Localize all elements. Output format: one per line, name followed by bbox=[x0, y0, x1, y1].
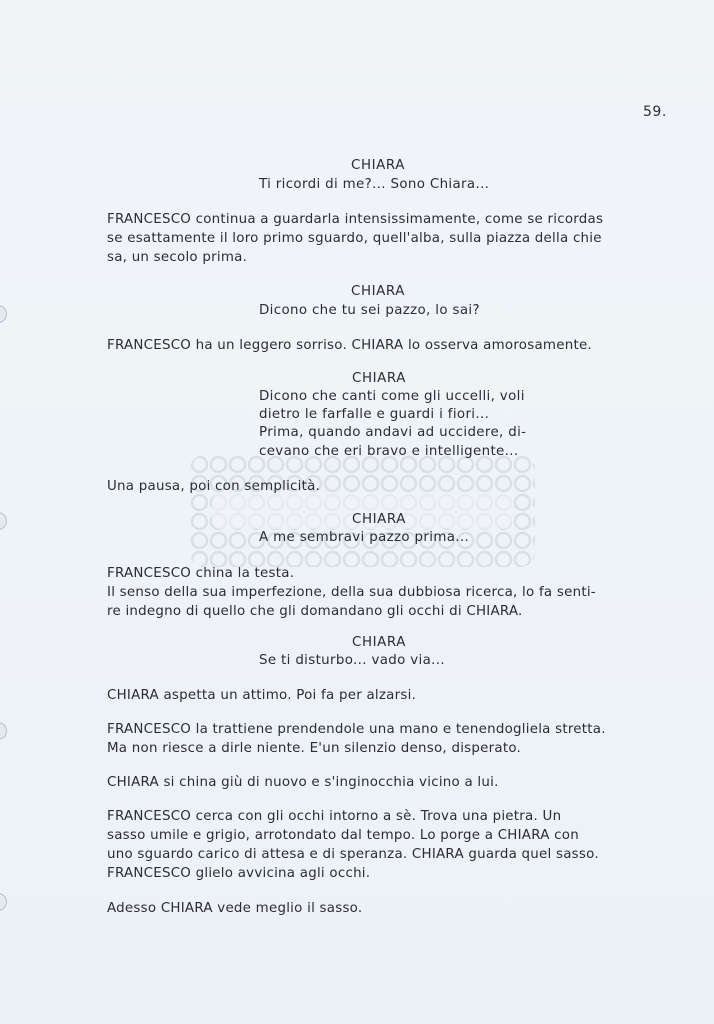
action-line: Ma non riesce a dirle niente. E'un silenzio denso, disperato. bbox=[107, 741, 522, 756]
action-line: Adesso CHIARA vede meglio il sasso. bbox=[107, 901, 363, 916]
speaker-name: CHIARA bbox=[352, 371, 407, 386]
action-paragraph bbox=[107, 336, 592, 355]
binder-hole bbox=[0, 512, 7, 530]
action-paragraph bbox=[107, 720, 606, 758]
speaker-name: CHIARA bbox=[352, 512, 407, 527]
dialogue-line: Dicono che tu sei pazzo, lo sai? bbox=[259, 303, 480, 318]
action-line: FRANCESCO glielo avvicina agli occhi. bbox=[107, 866, 371, 881]
action-paragraph bbox=[107, 564, 596, 621]
dialogue-line: dietro le farfalle e guardi i fiori... bbox=[259, 407, 490, 423]
action-line: Una pausa, poi con semplicità. bbox=[107, 479, 321, 494]
dialogue-line: Ti ricordi di me?... Sono Chiara... bbox=[259, 177, 490, 192]
dialogue-line: cevano che eri bravo e intelligente... bbox=[259, 443, 519, 459]
action-line: FRANCESCO continua a guardarla intensissimamente, come se ricordas bbox=[107, 212, 604, 227]
action-line: FRANCESCO china la testa. bbox=[107, 566, 295, 581]
dialogue bbox=[259, 176, 489, 194]
binder-hole bbox=[0, 722, 7, 740]
dialogue bbox=[259, 529, 469, 547]
speaker-name: CHIARA bbox=[352, 635, 407, 650]
dialogue-line: A me sembravi pazzo prima... bbox=[259, 530, 470, 545]
action-line: FRANCESCO ha un leggero sorriso. CHIARA lo osserva amorosamente. bbox=[107, 338, 592, 353]
action-line: CHIARA aspetta un attimo. Poi fa per alzarsi. bbox=[107, 688, 417, 703]
action-paragraph bbox=[107, 899, 362, 918]
dialogue bbox=[259, 302, 480, 320]
dialogue bbox=[259, 652, 445, 670]
action-line: sasso umile e grigio, arrotondato dal tempo. Lo porge a CHIARA con bbox=[107, 828, 579, 843]
action-line: FRANCESCO cerca con gli occhi intorno a sè. Trova una pietra. Un bbox=[107, 809, 562, 824]
action-line: se esattamente il loro primo sguardo, quell'alba, sulla piazza della chie bbox=[107, 231, 602, 246]
page-number: 59. bbox=[643, 104, 667, 120]
speaker-name: CHIARA bbox=[351, 158, 406, 173]
speaker-name: CHIARA bbox=[351, 284, 406, 299]
action-paragraph bbox=[107, 807, 599, 883]
action-paragraph bbox=[107, 773, 499, 792]
action-line: CHIARA si china giù di nuovo e s'inginocchia vicino a lui. bbox=[107, 775, 499, 790]
action-paragraph bbox=[107, 477, 320, 496]
action-line: uno sguardo carico di attesa e di speranza. CHIARA guarda quel sasso. bbox=[107, 847, 599, 862]
action-line: FRANCESCO la trattiene prendendole una mano e tenendogliela stretta. bbox=[107, 722, 606, 737]
action-line: sa, un secolo prima. bbox=[107, 250, 248, 265]
binder-hole bbox=[0, 305, 7, 323]
binder-hole bbox=[0, 893, 7, 911]
action-paragraph bbox=[107, 210, 603, 267]
dialogue-line: Prima, quando andavi ad uccidere, di- bbox=[259, 425, 527, 441]
action-line: re indegno di quello che gli domandano gli occhi di CHIARA. bbox=[107, 604, 523, 619]
action-line: Il senso della sua imperfezione, della sua dubbiosa ricerca, lo fa senti- bbox=[107, 585, 596, 600]
dialogue bbox=[259, 388, 526, 461]
action-paragraph bbox=[107, 686, 416, 705]
dialogue-line: Dicono che canti come gli uccelli, voli bbox=[259, 389, 525, 404]
dialogue-line: Se ti disturbo... vado via... bbox=[259, 653, 445, 668]
